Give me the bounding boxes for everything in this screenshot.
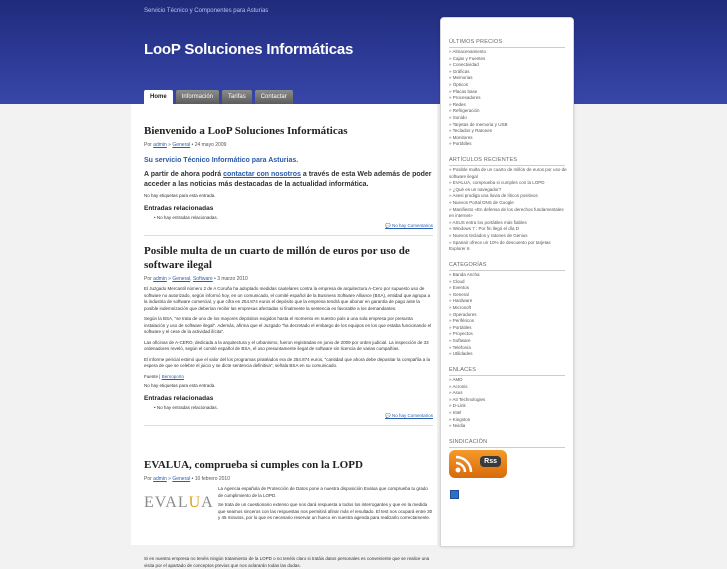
source-label: Fuente | [144, 373, 161, 379]
sidebar [440, 17, 574, 547]
sidebar-link[interactable]: » Ati Technologies [449, 396, 486, 402]
sidebar-link[interactable]: » Placas base [449, 88, 478, 94]
sidebar-link[interactable]: » Portátiles [449, 141, 472, 147]
sidebar-link[interactable]: » Monitores [449, 134, 473, 140]
sidebar-divider [449, 165, 565, 166]
sidebar-link[interactable]: » Tarjetas de memoria y USB [449, 121, 508, 127]
related-item: • No hay entradas relacionadas. [154, 214, 218, 220]
sidebar-link[interactable]: » Nuevos Portal DNS de Google [449, 199, 514, 205]
post-bienvenido [144, 124, 433, 236]
post-divider [144, 425, 433, 426]
sidebar-link[interactable]: » Refrigeración [449, 108, 480, 114]
related-heading: Entradas relacionadas [144, 204, 214, 212]
source-link[interactable]: Bernoporto [161, 373, 184, 379]
sidebar-link[interactable]: » D-Link [449, 403, 466, 409]
sidebar-link[interactable]: » Software [449, 337, 471, 343]
sidebar-link[interactable]: » Acronis [449, 383, 468, 389]
comments-text[interactable]: No hay Comentarios [391, 412, 433, 418]
post-paragraph: Si en nuestra empresa no tenéis ningún tratamiento de la LOPD o no tenéis claro si tratáis datos personales es conveniente que se realice una visita por el apartado de conceptos previos que nos aclararán todas las dudas. [144, 556, 430, 568]
author-link[interactable]: admin [153, 142, 167, 148]
sidebar-link[interactable]: » ASUS entra los portátiles más fiables [449, 219, 527, 225]
articulos-list [449, 167, 567, 253]
lead-text [144, 170, 433, 190]
comments-text[interactable]: No hay Comentarios [391, 222, 433, 228]
meta-by: Por [144, 476, 152, 482]
sidebar-link[interactable]: » Microsoft [449, 304, 472, 310]
post-paragraph: El Juzgado Mercantil número 2 de A Coruña ha adoptado medidas cautelares contra la empresa de arquitectura A-Cero por supuesto uso de software no autorizado, según informó hoy, en un comunicado, el comité español de la Business Software Alliance (BSA), entidad que agrupa a la industria de software comercial, y que cifra en 254.874 euros el depósito que la empresa tendrá que abonar en garantía de pago ante la posible indemnización que deberían recibir las empresas afectadas si finalmente la sentencia es favorable a los demandantes. [144, 286, 431, 311]
sidebar-link[interactable]: » Hardware [449, 298, 473, 304]
post-date: 24 mayo 2009 [194, 142, 227, 148]
logo-part: A [201, 494, 214, 511]
source-line [144, 374, 433, 381]
sidebar-heading-articulos: ARTÍCULOS RECIENTES [449, 157, 518, 163]
feed-mini-icon[interactable] [450, 490, 459, 499]
sidebar-link[interactable]: » Proyectos [449, 331, 473, 337]
sidebar-link[interactable]: » Teclados y Ratones [449, 128, 492, 134]
category-link[interactable]: General [172, 476, 191, 482]
sidebar-link[interactable]: » Periféricos [449, 318, 475, 324]
lead-pre: A partir de ahora podrá [144, 171, 222, 178]
sidebar-heading-categorias: CATEGORÍAS [449, 262, 487, 268]
sidebar-link[interactable]: » Windows 7 : Por fin llegó el día D [449, 226, 520, 232]
logo-part: U [188, 494, 202, 511]
rss-feed-button[interactable] [449, 450, 507, 478]
sidebar-link[interactable]: » Posible multa de un cuarto de millón de euros por uso de software ilegal [449, 167, 567, 179]
post-date: 10 febrero 2010 [194, 476, 230, 482]
comments-link[interactable]: 💬 No hay Comentarios [385, 412, 433, 418]
sidebar-heading-precios: ÚLTIMOS PRECIOS [449, 39, 503, 45]
sidebar-link[interactable]: » AMD [449, 377, 463, 382]
post-date: 3 marzo 2010 [217, 276, 248, 282]
sidebar-link[interactable]: » EVALUA, comprueba si cumples con la LOPD [449, 180, 545, 186]
post-evalua [144, 458, 433, 569]
site-header [0, 0, 727, 104]
sidebar-link[interactable]: » Gráficas [449, 68, 470, 74]
related-heading: Entradas relacionadas [144, 394, 214, 402]
sidebar-link[interactable]: » Procesadores [449, 95, 481, 101]
post-divider [144, 235, 433, 236]
sidebar-link[interactable]: » Spanair ofrece un 10% de descuento por tarjetas Explorer 6 [449, 239, 551, 252]
sidebar-link[interactable]: » Banda Ancha [449, 272, 480, 277]
rss-label: Rss [480, 456, 501, 467]
post-meta: Por admin » General, Software • 3 marzo 2010 [144, 276, 248, 282]
sidebar-link[interactable]: » Eventos [449, 285, 470, 291]
tags-note: No hay etiquetas para esta entrada. [144, 383, 216, 388]
sidebar-link[interactable]: » Almacenamiento [449, 49, 487, 54]
sidebar-link[interactable]: » Manifiesto «En defensa de los derechos fundamentales en internet» [449, 206, 564, 219]
tags-note: No hay etiquetas para esta entrada. [144, 193, 216, 198]
category-link[interactable]: General [172, 142, 191, 148]
category-link[interactable]: General [172, 276, 191, 282]
sidebar-divider [449, 447, 565, 448]
tab-contactar[interactable]: Contactar [255, 90, 293, 104]
categorias-list [449, 272, 567, 358]
sidebar-link[interactable]: » Telefonía [449, 344, 471, 350]
related-item: • No hay entradas relacionadas. [154, 404, 218, 410]
rss-icon [454, 454, 474, 474]
author-link[interactable]: admin [153, 276, 167, 282]
sidebar-link[interactable]: » Kingston [449, 416, 471, 422]
sidebar-link[interactable]: » Nvidia [449, 423, 466, 429]
sidebar-link[interactable]: » Conectividad [449, 62, 479, 68]
evalua-logo [144, 494, 214, 524]
post-meta: Por admin » General • 10 febrero 2010 [144, 476, 230, 482]
post-multa [144, 244, 433, 426]
related-item-text: No hay entradas relacionadas. [156, 214, 218, 220]
meta-by: Por [144, 142, 152, 148]
post-paragraph: La Agencia española de Protección de Datos pone a nuestra disposición Evalua que comprueba tu grado de cumplimiento de la LOPD. [218, 486, 428, 498]
sidebar-link[interactable]: » Ópticos [449, 81, 469, 87]
sidebar-link[interactable]: » Asus [449, 390, 463, 396]
sidebar-link[interactable]: » Redes [449, 101, 466, 107]
sidebar-link[interactable]: » Portátiles [449, 324, 472, 330]
related-item-text: No hay entradas relacionadas. [156, 404, 218, 410]
logo-part: EVAL [144, 494, 189, 511]
main-nav [144, 90, 293, 104]
post-paragraph: Las oficinas de A-CERO, dedicada a la arquitectura y el urbanismo, fueron registradas en junio de 2009 por orden judicial. La inspección de 33 ordenadores reveló, según el comité español de BSA, el uso presuntamente ilegal de software sin licencia de varias compañías. [144, 339, 429, 351]
sidebar-link[interactable]: » General [449, 291, 469, 297]
post-title[interactable]: EVALUA, comprueba si cumples con la LOPD [144, 459, 363, 471]
sidebar-divider [449, 270, 565, 271]
sidebar-heading-sindicacion: SINDICACIÓN [449, 439, 488, 445]
post-meta: Por admin » General • 24 mayo 2009 [144, 142, 227, 148]
sidebar-link[interactable]: » Cloud [449, 278, 465, 284]
sidebar-link[interactable]: » Operadores [449, 311, 477, 317]
post-title[interactable]: Posible multa de un cuarto de millón de euros por uso de software ilegal [144, 245, 410, 271]
post-title[interactable]: Bienvenido a LooP Soluciones Informáticas [144, 125, 348, 137]
lead-heading: Su servicio Técnico Informático para Asturias. [144, 157, 299, 164]
sidebar-heading-enlaces: ENLACES [449, 367, 477, 373]
sidebar-link[interactable]: » Memorias [449, 75, 473, 81]
post-paragraph: Según la BSA, "se trata de uno de los mayores depósitos exigidos hasta el momento en nuestro país a una sola empresa por presunta instalación y uso de software ilegal". Además, afirma que el Juzgado "ha decretado el embargo de los equipos en los que estaba funcionando el software y el cese de la actividad ilícita". [144, 316, 432, 334]
sidebar-divider [449, 47, 565, 48]
sidebar-link[interactable]: » Intel [449, 409, 462, 415]
category-link-2[interactable]: Software [192, 276, 213, 282]
site-title[interactable]: LooP Soluciones Informáticas [144, 41, 354, 58]
tab-informacion[interactable]: Información [176, 90, 219, 104]
sidebar-link[interactable]: » Utilidades [449, 351, 473, 357]
enlaces-list [449, 377, 567, 430]
tab-home[interactable]: Home [144, 90, 173, 104]
post-paragraph: Se trata de un cuestionario extenso que nos dará respuesta a todos los interrogantes y que en la medida que seamos sinceros con las respuestas nos permitirá afinar más el resultado. El test nos ocupará entre 30 y 45 minutos, por lo que es necesario reservar un hueco en nuestra agenda para realizarlo correctamente. [218, 502, 433, 520]
precios-list [449, 49, 567, 148]
sidebar-divider [449, 375, 565, 376]
site-tagline: Servicio Técnico y Componentes para Asturias [144, 8, 269, 14]
contact-link[interactable]: contactar con nosotros [223, 171, 301, 178]
tab-tarifas[interactable]: Tarifas [222, 90, 252, 104]
sidebar-link[interactable]: » Nuevos teclados y ratones de Genius [449, 232, 528, 238]
author-link[interactable]: admin [153, 476, 167, 482]
post-paragraph: El informe pericial estimó que el valor del los programas piratéados era de 254.874 euros, "cantidad que ahora debe depositar la compañía a la espera de que se celebre el juicio y se dicte sentencia definitiva", señala BSA en su comunicado. [144, 356, 431, 368]
evalua-block [144, 486, 433, 546]
sidebar-link[interactable]: » Cajas y Fuentes [449, 55, 486, 61]
comments-link[interactable]: 💬 No hay Comentarios [385, 222, 433, 228]
sidebar-link[interactable]: » Sonido [449, 114, 467, 120]
sidebar-link[interactable]: » ¿Qué es un navegador? [449, 186, 502, 192]
meta-by: Por [144, 276, 152, 282]
sidebar-link[interactable]: » Asesi prodiga una lluvia de líticos positivos [449, 193, 538, 199]
lead-post: a través de esta Web además de poder acceder a las noticias más destacadas de la actualidad informática. [144, 171, 432, 188]
